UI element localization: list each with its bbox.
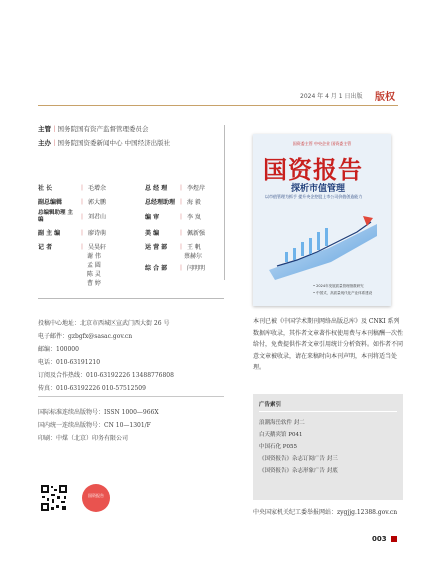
staff-row: 总 经 理 ｜ 李煜岸 [145, 185, 206, 192]
issn: 国际标准连续出版物号：ISSN 1000—966X [38, 409, 159, 416]
staff-row: 蔡赫尔 [184, 253, 203, 260]
publication-info [38, 407, 159, 446]
staff-right [145, 183, 225, 293]
cover-feature-title: 探析市值管理 [291, 184, 346, 194]
report-website: 中央国家机关纪工委举报网站：zygjjg.12388.gov.cn [253, 509, 398, 516]
ad-index-item: 《国资报告》杂志形象广告 封底 [259, 468, 338, 474]
qr-code-icon [40, 484, 68, 512]
staff-row: 曹 婷 [87, 280, 101, 287]
page-marker [391, 536, 397, 542]
contact-postcode: 邮编：100000 [38, 346, 79, 353]
staff-row: 综 合 部 ｜ 闫明明 [145, 265, 206, 272]
staff-row: 运 营 部 ｜ 王 帆 [145, 244, 201, 251]
ad-index-item: 浪潮海岳软件 封二 [259, 420, 305, 426]
ad-index-item: 《国资报告》杂志订阅广告 封三 [259, 456, 338, 462]
header-rule [38, 105, 398, 106]
cover-masthead: 国资报告 [263, 155, 363, 184]
section-divider [38, 298, 224, 299]
contact-info [38, 318, 174, 396]
printer: 印刷：中煤（北京）印务有限公司 [38, 435, 129, 442]
contact-hotline: 订阅及合作热线：010-63192226 13488776808 [38, 372, 174, 379]
seal-text: 国资报告 [88, 493, 104, 498]
sponsor-line: 主管｜国务院国有资产监督管理委员会 [38, 125, 149, 133]
copyright-notice: 本刊已被《中国学术期刊网络出版总库》及 CNKI 系列数据库收录，其作者文章著作权使用费与本刊稿酬一次性给付，免费提供作者文章引用统计分析资料。如作者不同意文章被收录，请在来稿时向本刊声明，本刊将适当处理。 [253, 318, 404, 371]
staff-row: 美 编 ｜ 佩新强 [145, 230, 206, 237]
sponsor-label: 主管 [38, 125, 51, 133]
staff-row: 陈 灵 [87, 271, 101, 278]
page-number: 003 [372, 535, 387, 543]
host-value: 国务院国资委新闻中心 中国经济出版社 [57, 139, 171, 147]
ad-index-item: 白天鹅宾馆 P041 [259, 432, 303, 438]
section-divider [38, 396, 224, 397]
sponsor-value: 国务院国有资产监督管理委员会 [57, 125, 149, 133]
column-divider [224, 125, 225, 280]
cover-artwork [259, 204, 385, 284]
ad-index-title: 广告索引 [259, 402, 282, 408]
contact-email: 电子邮件：gzbgfx@sasac.gov.cn [38, 333, 133, 340]
staff-row: 社 长 ｜ 毛增余 [38, 185, 107, 192]
ad-index-rule [259, 411, 397, 412]
host-line: 主办｜国务院国资委新闻中心 中国经济出版社 [38, 139, 171, 147]
staff-row: 编 审 ｜ 李 岚 [145, 214, 201, 221]
cn-number: 国内统一连续出版物号：CN 10—1301/F [38, 422, 151, 429]
staff-row: 副总编辑 ｜ 郭大鹏 [38, 199, 107, 206]
ad-index-box [253, 394, 403, 500]
cover-headline-1: • 2024年发展质量管理指数研究 [313, 284, 364, 288]
cover-feature-subtitle: 以市值管理为抓手 提升央企控股上市公司价值创造能力 [265, 194, 363, 199]
staff-row: 谢 伟 [87, 253, 101, 260]
seal-logo [82, 484, 110, 512]
cover-top-bar: 国资委主管 中央企业 国资委主管 [292, 141, 352, 146]
staff-row: 总经理助理 ｜ 海 毅 [145, 199, 201, 206]
host-label: 主办 [38, 139, 51, 147]
issue-date: 2024 年 4 月 1 日出版 [300, 93, 363, 100]
page-title: 版权 [375, 92, 395, 103]
ad-index-item: 中国石化 P055 [259, 444, 297, 450]
contact-address: 投稿中心地址：北京市西城区宣武门西大街 26 号 [38, 320, 170, 327]
contact-phone: 电话：010-63191210 [38, 359, 101, 366]
staff-row: 记 者 ｜ 吴昊轩 [38, 244, 107, 251]
contact-fax: 传真：010-63192226 010-57512509 [38, 385, 146, 392]
magazine-cover [253, 134, 391, 306]
staff-row: 副 主 编 ｜ 廖诗萌 [38, 230, 107, 237]
cover-headline-2: • 中国式、高质量现代化产业体系建设 [313, 291, 373, 295]
staff-row: 总编辑助理 主 编 ｜ 刘君山 [38, 210, 107, 223]
staff-row: 孟 圆 [87, 262, 101, 269]
